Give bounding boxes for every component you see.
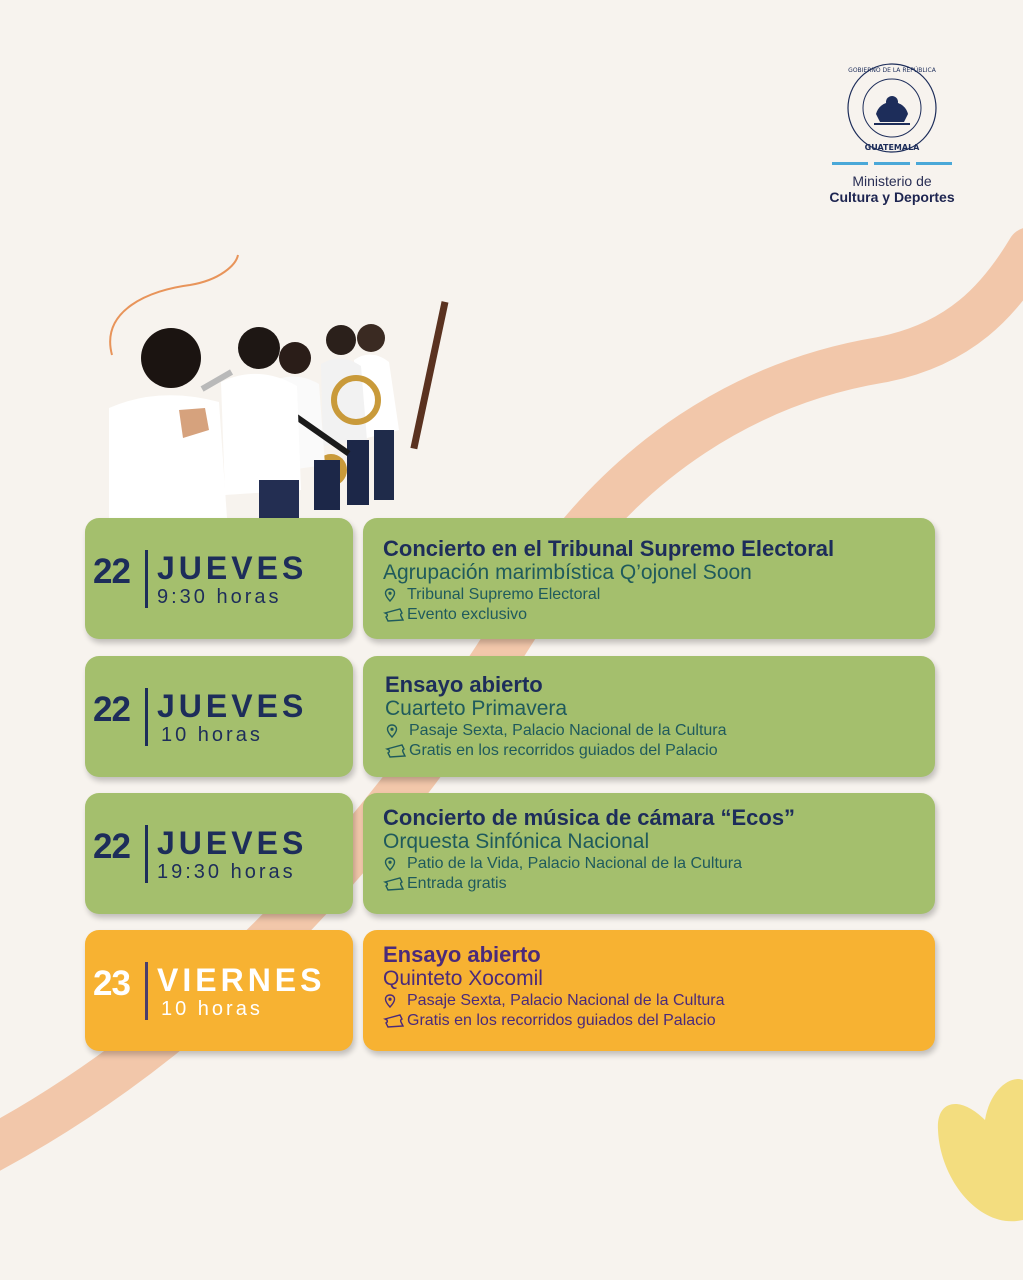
event-date-card xyxy=(85,930,353,1051)
event-location-row xyxy=(383,585,923,605)
ticket-icon xyxy=(383,1013,407,1029)
event-title: Concierto de música de cámara “Ecos” xyxy=(383,805,796,830)
date-divider xyxy=(145,825,148,883)
map-pin-icon xyxy=(383,856,407,872)
ministry-name-line2: Cultura y Deportes xyxy=(829,189,955,205)
event-access: Entrada gratis xyxy=(407,875,507,892)
event-location-row xyxy=(383,854,923,874)
yellow-leaf xyxy=(938,1079,1023,1221)
event-info-card xyxy=(363,930,935,1051)
event-time: 19:30 horas xyxy=(157,861,296,883)
ticket-icon xyxy=(383,876,407,892)
date-divider xyxy=(145,550,148,608)
event-title: Concierto en el Tribunal Supremo Electoral xyxy=(383,536,835,561)
event-time: 10 horas xyxy=(161,998,263,1020)
event-info-card xyxy=(363,518,935,639)
event-performer: Quinteto Xocomil xyxy=(383,967,543,990)
event-location: Tribunal Supremo Electoral xyxy=(407,586,601,603)
date-divider xyxy=(145,688,148,746)
map-pin-icon xyxy=(383,993,407,1009)
event-access-row xyxy=(385,741,923,761)
event-location: Pasaje Sexta, Palacio Nacional de la Cultura xyxy=(409,722,727,739)
musicians-photo xyxy=(109,290,469,518)
seal-text-bottom: GUATEMALA xyxy=(864,143,920,152)
event-weekday: JUEVES xyxy=(157,688,308,724)
event-weekday: JUEVES xyxy=(157,825,308,861)
event-access: Gratis en los recorridos guiados del Palacio xyxy=(407,1012,716,1029)
event-performer: Agrupación marimbística Q’ojonel Soon xyxy=(383,561,752,584)
event-date-card xyxy=(85,518,353,639)
event-time: 10 horas xyxy=(161,724,263,746)
event-day: 23 xyxy=(93,964,130,1003)
event-date-card xyxy=(85,656,353,777)
event-weekday: VIERNES xyxy=(157,962,326,998)
seal-text-top: GOBIERNO DE LA REPÚBLICA xyxy=(848,67,936,74)
date-divider xyxy=(145,962,148,1020)
event-title: Ensayo abierto xyxy=(383,942,541,967)
event-access-row xyxy=(383,605,923,625)
event-performer: Orquesta Sinfónica Nacional xyxy=(383,830,650,853)
event-info-card xyxy=(363,656,935,777)
map-pin-icon xyxy=(383,587,407,603)
event-performer: Cuarteto Primavera xyxy=(385,697,568,720)
event-day: 22 xyxy=(93,552,130,591)
event-date-card xyxy=(85,793,353,914)
event-title: Ensayo abierto xyxy=(385,672,543,697)
logo-divider xyxy=(812,162,972,165)
event-location-row xyxy=(385,721,923,741)
event-location: Pasaje Sexta, Palacio Nacional de la Cultura xyxy=(407,992,725,1009)
event-day: 22 xyxy=(93,690,130,729)
ministry-logo xyxy=(812,62,972,205)
event-access-row xyxy=(383,1011,923,1031)
ticket-icon xyxy=(383,607,407,623)
national-seal-icon xyxy=(846,62,938,154)
event-time: 9:30 horas xyxy=(157,586,282,608)
ministry-name-line1: Ministerio de xyxy=(852,173,932,189)
event-access: Gratis en los recorridos guiados del Palacio xyxy=(409,742,718,759)
event-access-row xyxy=(383,874,923,894)
event-info-card xyxy=(363,793,935,914)
ticket-icon xyxy=(385,743,409,759)
event-weekday: JUEVES xyxy=(157,550,308,586)
event-access: Evento exclusivo xyxy=(407,606,528,623)
event-day: 22 xyxy=(93,827,130,866)
event-location-row xyxy=(383,991,923,1011)
event-location: Patio de la Vida, Palacio Nacional de la Cultura xyxy=(407,855,743,872)
map-pin-icon xyxy=(385,723,409,739)
